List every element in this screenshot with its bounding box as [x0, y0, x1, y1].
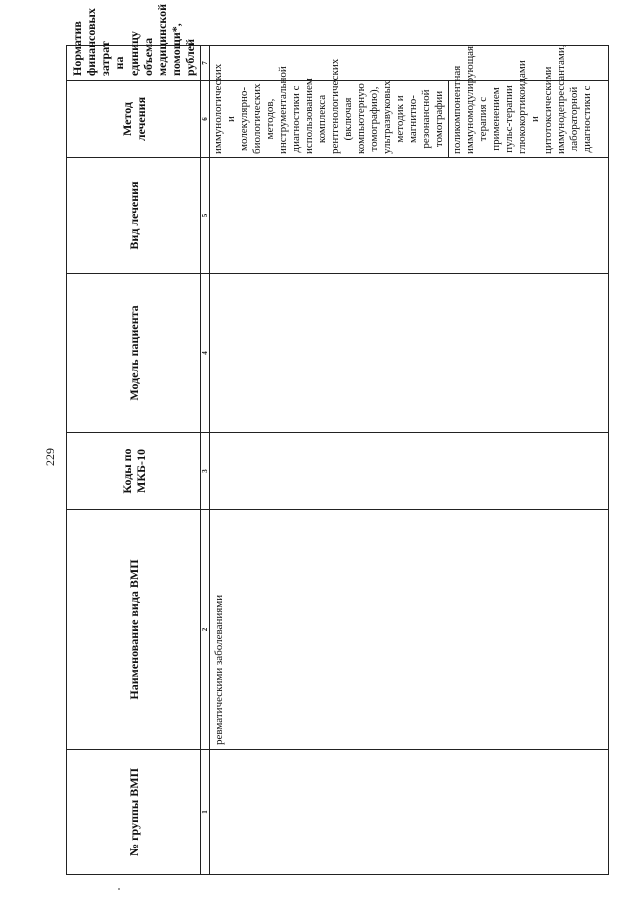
column-number: 5 [201, 158, 210, 274]
vmp-table [66, 3, 609, 875]
header-cost-standard: Норматив финансовых затрат на единицу объема медицинской помощи*, рублей [67, 46, 201, 81]
cell-vmp-name: ревматическими заболеваниями [210, 510, 609, 750]
cell-group-number [210, 750, 609, 875]
column-number: 7 [201, 46, 210, 81]
header-patient-model: Модель пациента [67, 274, 201, 433]
page-number: 229 [43, 448, 57, 466]
cell-treatment-method [210, 44, 609, 158]
column-number: 1 [201, 750, 210, 875]
table-row [210, 46, 609, 875]
method-text-continued: иммунологических и молекулярно-биологических методов, инструментальной диагностики с использованием комплекса рентгенологических (включая компьютерную томографию), ультразвуковых методик и магнитно-резонансной томографии [212, 58, 445, 154]
column-number: 2 [201, 510, 210, 750]
column-number: 3 [201, 433, 210, 510]
header-group-number: № группы ВМП [67, 750, 201, 875]
header-treatment-type: Вид лечения [67, 158, 201, 274]
header-vmp-name: Наименование вида ВМП [67, 510, 201, 750]
header-treatment-method: Метод лечения [67, 81, 201, 158]
method-text-next: поликомпонентная иммуномодулирующая терапия с применением пульс-терапии глюкокортикоидами и цитотоксическими иммунодепрессантами, лабораторной диагностики с [448, 81, 596, 157]
column-number: 6 [201, 81, 210, 158]
table-wrap [66, 3, 609, 875]
column-number-row [201, 46, 210, 875]
scan-speck [118, 888, 120, 890]
header-row [67, 46, 201, 875]
cell-mkb-codes [210, 433, 609, 510]
cell-treatment-type [210, 158, 609, 274]
cell-patient-model [210, 274, 609, 433]
column-number: 4 [201, 274, 210, 433]
header-mkb-codes: Коды по МКБ-10 [67, 433, 201, 510]
